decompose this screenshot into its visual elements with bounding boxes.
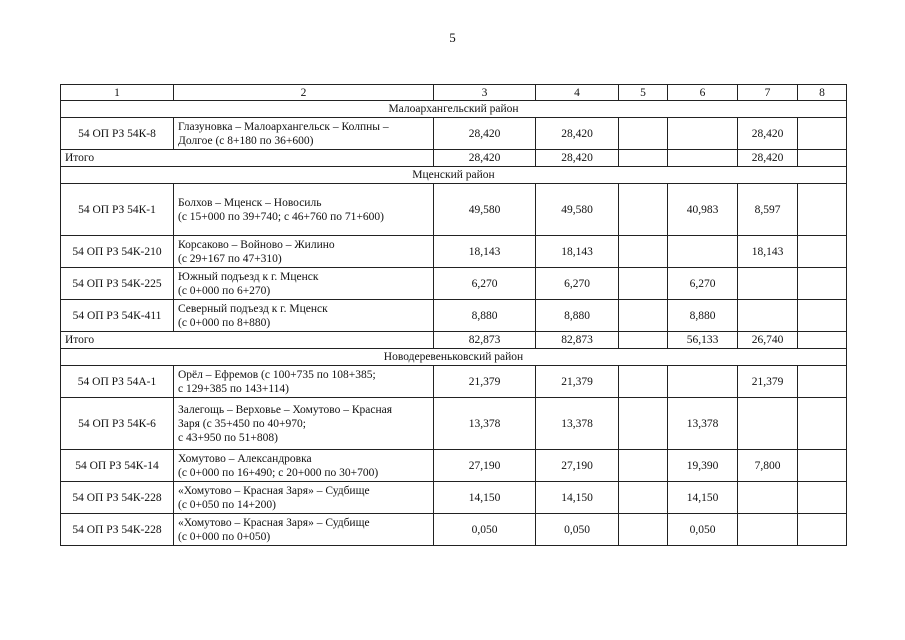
- road-code: 54 ОП РЗ 54А-1: [61, 366, 174, 398]
- value-cell-c3: 49,580: [434, 184, 536, 236]
- value-cell-c7: [738, 514, 798, 546]
- table-row: [61, 514, 847, 546]
- value-cell-c4: 6,270: [536, 268, 619, 300]
- value-cell-c8: [798, 268, 847, 300]
- road-name-text: Северный подъезд к г. Мценск (с 0+000 по 8+880): [178, 302, 328, 329]
- value-cell-c8: [798, 514, 847, 546]
- column-number-cell: 4: [536, 85, 619, 101]
- road-name-text: Орёл – Ефремов (с 100+735 по 108+385; с 129+385 по 143+114): [178, 368, 376, 395]
- total-value-c8: [798, 332, 847, 349]
- table-row: [61, 366, 847, 398]
- column-number-cell: 7: [738, 85, 798, 101]
- value-cell-c8: [798, 236, 847, 268]
- value-cell-c3: 21,379: [434, 366, 536, 398]
- road-name: [174, 300, 434, 332]
- road-code: 54 ОП РЗ 54К-411: [61, 300, 174, 332]
- table-row: [61, 450, 847, 482]
- value-cell-c6: 19,390: [668, 450, 738, 482]
- value-cell-c4: 21,379: [536, 366, 619, 398]
- value-cell-c4: 27,190: [536, 450, 619, 482]
- value-cell-c6: 6,270: [668, 268, 738, 300]
- value-cell-c3: 14,150: [434, 482, 536, 514]
- road-name: [174, 118, 434, 150]
- road-code: 54 ОП РЗ 54К-225: [61, 268, 174, 300]
- district-title: Мценский район: [61, 167, 847, 184]
- value-cell-c3: 0,050: [434, 514, 536, 546]
- total-value-c7: 26,740: [738, 332, 798, 349]
- total-value-c4: 28,420: [536, 150, 619, 167]
- road-name: [174, 184, 434, 236]
- total-value-c5: [619, 150, 668, 167]
- value-cell-c7: 28,420: [738, 118, 798, 150]
- value-cell-c5: [619, 184, 668, 236]
- road-name-text: Корсаково – Войново – Жилино (с 29+167 по 47+310): [178, 238, 335, 265]
- value-cell-c3: 28,420: [434, 118, 536, 150]
- district-title: Новодеревеньковский район: [61, 349, 847, 366]
- value-cell-c4: 0,050: [536, 514, 619, 546]
- road-name-text: Болхов – Мценск – Новосиль (с 15+000 по 39+740; с 46+760 по 71+600): [178, 196, 384, 223]
- table-row: [61, 398, 847, 450]
- table-row: [61, 482, 847, 514]
- value-cell-c7: 8,597: [738, 184, 798, 236]
- value-cell-c6: 14,150: [668, 482, 738, 514]
- roads-table: [60, 84, 847, 546]
- value-cell-c5: [619, 118, 668, 150]
- value-cell-c4: 28,420: [536, 118, 619, 150]
- column-number-cell: 1: [61, 85, 174, 101]
- value-cell-c6: [668, 118, 738, 150]
- value-cell-c5: [619, 482, 668, 514]
- road-code: 54 ОП РЗ 54К-228: [61, 482, 174, 514]
- value-cell-c3: 13,378: [434, 398, 536, 450]
- value-cell-c5: [619, 268, 668, 300]
- column-number-row: [61, 85, 847, 101]
- value-cell-c3: 8,880: [434, 300, 536, 332]
- total-row: [61, 150, 847, 167]
- total-value-c8: [798, 150, 847, 167]
- road-name: [174, 398, 434, 450]
- road-name: [174, 268, 434, 300]
- value-cell-c3: 6,270: [434, 268, 536, 300]
- table-row: [61, 268, 847, 300]
- district-title: Малоархангельский район: [61, 101, 847, 118]
- total-value-c6: [668, 150, 738, 167]
- road-code: 54 ОП РЗ 54К-6: [61, 398, 174, 450]
- value-cell-c4: 8,880: [536, 300, 619, 332]
- value-cell-c8: [798, 482, 847, 514]
- road-name-text: «Хомутово – Красная Заря» – Судбище (с 0+050 по 14+200): [178, 484, 370, 511]
- road-code: 54 ОП РЗ 54К-14: [61, 450, 174, 482]
- value-cell-c8: [798, 366, 847, 398]
- value-cell-c6: 8,880: [668, 300, 738, 332]
- value-cell-c7: [738, 300, 798, 332]
- total-label: Итого: [61, 150, 434, 167]
- road-name-text: Глазуновка – Малоархангельск – Колпны – Долгое (с 8+180 по 36+600): [178, 120, 389, 147]
- road-name-text: Хомутово – Александровка (с 0+000 по 16+490; с 20+000 по 30+700): [178, 452, 379, 479]
- road-code: 54 ОП РЗ 54К-1: [61, 184, 174, 236]
- total-label: Итого: [61, 332, 434, 349]
- district-header-row: [61, 101, 847, 118]
- road-name: [174, 450, 434, 482]
- page-number: 5: [449, 30, 456, 45]
- table-row: [61, 118, 847, 150]
- district-header-row: [61, 167, 847, 184]
- road-name-text: Залегощь – Верховье – Хомутово – Красная Заря (с 35+450 по 40+970; с 43+950 по 51+808): [178, 403, 392, 444]
- value-cell-c7: 7,800: [738, 450, 798, 482]
- value-cell-c4: 18,143: [536, 236, 619, 268]
- road-name: [174, 514, 434, 546]
- value-cell-c5: [619, 300, 668, 332]
- total-value-c5: [619, 332, 668, 349]
- value-cell-c5: [619, 236, 668, 268]
- road-name-text: «Хомутово – Красная Заря» – Судбище (с 0+000 по 0+050): [178, 516, 370, 543]
- table-row: [61, 300, 847, 332]
- value-cell-c8: [798, 184, 847, 236]
- road-name: [174, 482, 434, 514]
- value-cell-c8: [798, 118, 847, 150]
- value-cell-c4: 14,150: [536, 482, 619, 514]
- table-row: [61, 184, 847, 236]
- value-cell-c5: [619, 450, 668, 482]
- table-row: [61, 236, 847, 268]
- value-cell-c6: [668, 236, 738, 268]
- column-number-cell: 6: [668, 85, 738, 101]
- column-number-cell: 8: [798, 85, 847, 101]
- column-number-cell: 3: [434, 85, 536, 101]
- total-value-c3: 82,873: [434, 332, 536, 349]
- value-cell-c6: 0,050: [668, 514, 738, 546]
- value-cell-c7: [738, 482, 798, 514]
- value-cell-c3: 18,143: [434, 236, 536, 268]
- road-name: [174, 236, 434, 268]
- value-cell-c5: [619, 366, 668, 398]
- value-cell-c8: [798, 450, 847, 482]
- value-cell-c7: 18,143: [738, 236, 798, 268]
- total-value-c6: 56,133: [668, 332, 738, 349]
- road-code: 54 ОП РЗ 54К-210: [61, 236, 174, 268]
- road-code: 54 ОП РЗ 54К-8: [61, 118, 174, 150]
- value-cell-c7: [738, 268, 798, 300]
- road-name: [174, 366, 434, 398]
- total-value-c7: 28,420: [738, 150, 798, 167]
- value-cell-c6: [668, 366, 738, 398]
- total-value-c4: 82,873: [536, 332, 619, 349]
- column-number-cell: 2: [174, 85, 434, 101]
- total-row: [61, 332, 847, 349]
- value-cell-c8: [798, 398, 847, 450]
- value-cell-c7: 21,379: [738, 366, 798, 398]
- value-cell-c8: [798, 300, 847, 332]
- road-name-text: Южный подъезд к г. Мценск (с 0+000 по 6+270): [178, 270, 319, 297]
- road-code: 54 ОП РЗ 54К-228: [61, 514, 174, 546]
- district-header-row: [61, 349, 847, 366]
- total-value-c3: 28,420: [434, 150, 536, 167]
- value-cell-c4: 13,378: [536, 398, 619, 450]
- column-number-cell: 5: [619, 85, 668, 101]
- value-cell-c5: [619, 514, 668, 546]
- value-cell-c4: 49,580: [536, 184, 619, 236]
- value-cell-c7: [738, 398, 798, 450]
- value-cell-c3: 27,190: [434, 450, 536, 482]
- value-cell-c6: 40,983: [668, 184, 738, 236]
- value-cell-c5: [619, 398, 668, 450]
- value-cell-c6: 13,378: [668, 398, 738, 450]
